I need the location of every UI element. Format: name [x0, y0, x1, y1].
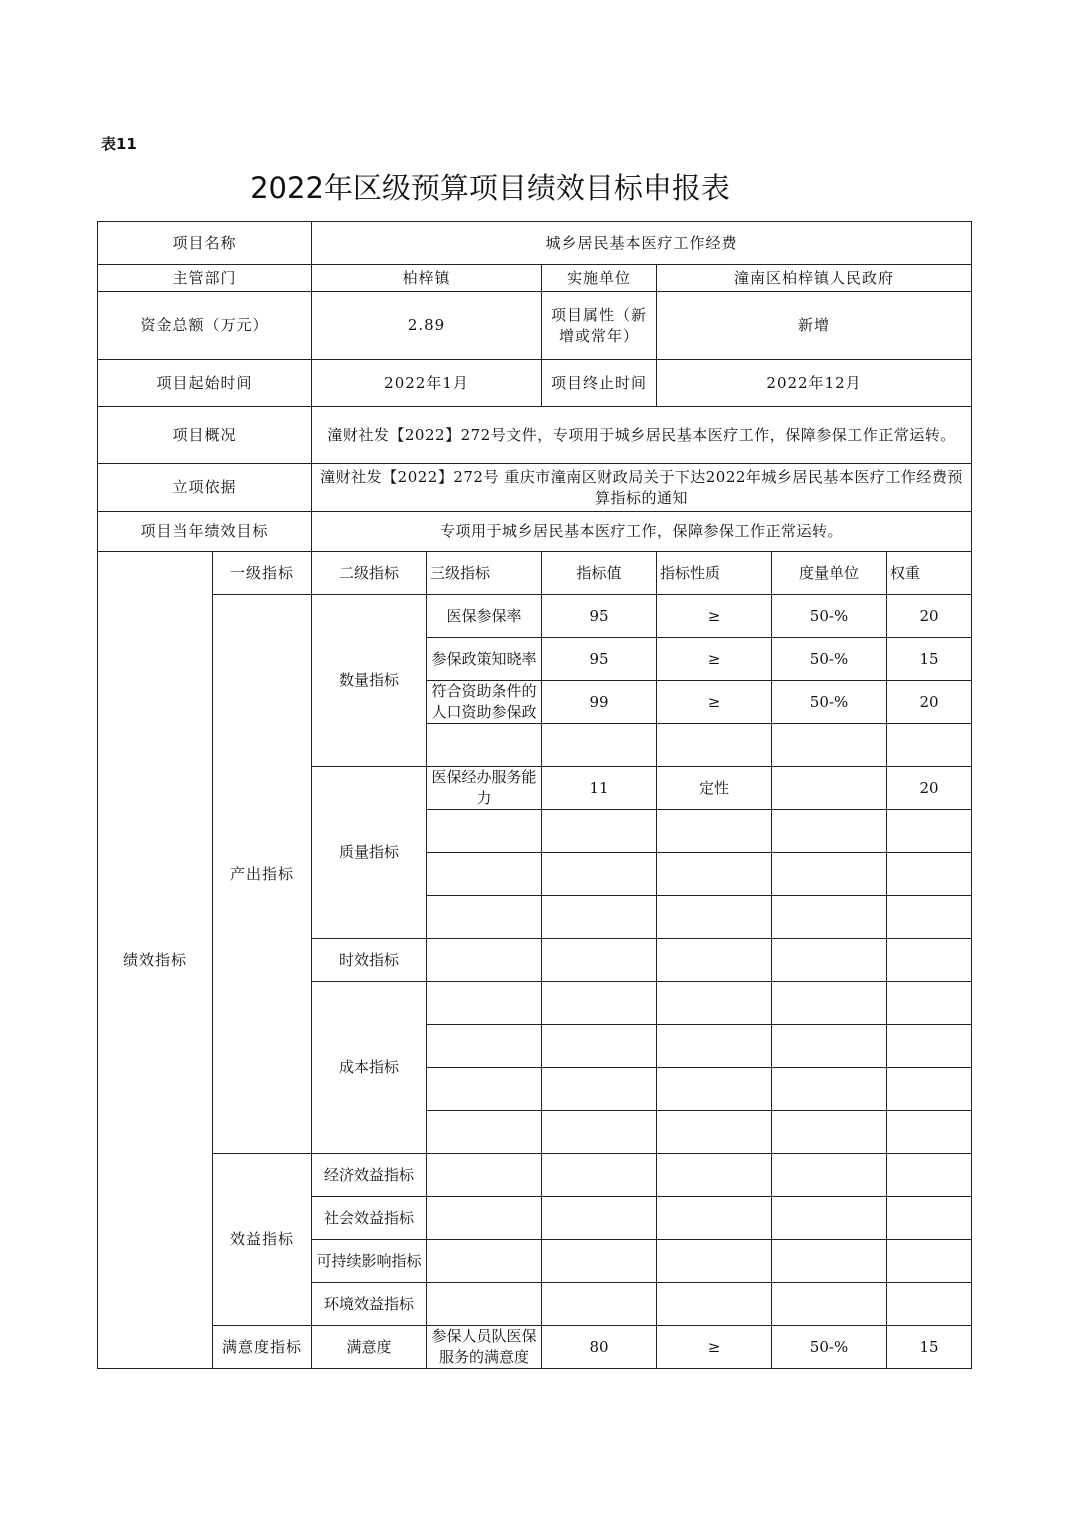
indicator-value: 80 [542, 1326, 657, 1369]
empty-cell [657, 1283, 772, 1326]
empty-cell [887, 1068, 972, 1111]
empty-cell [772, 853, 887, 896]
empty-cell [427, 939, 542, 982]
indicator-value: 95 [542, 638, 657, 681]
output-indicators-label: 产出指标 [213, 595, 312, 1154]
empty-cell [542, 939, 657, 982]
indicator-nature: ≥ [657, 595, 772, 638]
empty-cell [542, 1240, 657, 1283]
indicator-nature: ≥ [657, 1326, 772, 1369]
empty-cell [657, 724, 772, 767]
empty-cell [657, 810, 772, 853]
indicator-unit: 50-% [772, 595, 887, 638]
empty-cell [887, 1283, 972, 1326]
indicator-header-row [98, 552, 972, 595]
indicator-name: 参保人员队医保服务的满意度 [427, 1326, 542, 1369]
funds-value: 2.89 [312, 292, 542, 360]
empty-cell [427, 1240, 542, 1283]
empty-cell [427, 896, 542, 939]
empty-cell [887, 896, 972, 939]
empty-cell [427, 1111, 542, 1154]
empty-cell [772, 810, 887, 853]
indicator-nature: ≥ [657, 681, 772, 724]
document-title: 2022年区级预算项目绩效目标申报表 [250, 171, 730, 205]
satisfaction-label: 满意度 [312, 1326, 427, 1369]
empty-cell [542, 1283, 657, 1326]
performance-target-table [97, 221, 972, 1369]
empty-cell [887, 1111, 972, 1154]
empty-cell [772, 939, 887, 982]
empty-cell [542, 1025, 657, 1068]
indicator-weight: 20 [887, 767, 972, 810]
quantity-indicators-label: 数量指标 [312, 595, 427, 767]
row-goal [98, 512, 972, 552]
indicator-value: 99 [542, 681, 657, 724]
empty-cell [542, 982, 657, 1025]
goal-label: 项目当年绩效目标 [98, 512, 312, 552]
empty-cell [427, 810, 542, 853]
indicator-nature: 定性 [657, 767, 772, 810]
benefit-row-label: 经济效益指标 [312, 1154, 427, 1197]
empty-cell [542, 810, 657, 853]
table-row [98, 1326, 972, 1369]
empty-cell [542, 1068, 657, 1111]
benefit-row-label: 环境效益指标 [312, 1283, 427, 1326]
empty-cell [657, 1240, 772, 1283]
header-nature: 指标性质 [657, 552, 772, 595]
start-time-label: 项目起始时间 [98, 360, 312, 407]
start-time-value: 2022年1月 [312, 360, 542, 407]
empty-cell [887, 1240, 972, 1283]
empty-cell [772, 1111, 887, 1154]
empty-cell [657, 1025, 772, 1068]
indicator-weight: 15 [887, 638, 972, 681]
empty-cell [887, 853, 972, 896]
dept-value: 柏梓镇 [312, 265, 542, 292]
perf-indicators-label: 绩效指标 [98, 552, 213, 1369]
table-row [98, 1154, 972, 1197]
empty-cell [887, 939, 972, 982]
header-level1: 一级指标 [213, 552, 312, 595]
indicator-value: 11 [542, 767, 657, 810]
header-weight: 权重 [887, 552, 972, 595]
indicator-value: 95 [542, 595, 657, 638]
header-level2: 二级指标 [312, 552, 427, 595]
basis-label: 立项依据 [98, 464, 312, 512]
benefit-indicators-label: 效益指标 [213, 1154, 312, 1326]
project-attr-label: 项目属性（新增或常年） [542, 292, 657, 360]
row-project-name [98, 222, 972, 265]
quality-indicators-label: 质量指标 [312, 767, 427, 939]
empty-cell [542, 1197, 657, 1240]
empty-cell [542, 853, 657, 896]
row-funds [98, 292, 972, 360]
indicator-nature: ≥ [657, 638, 772, 681]
empty-cell [772, 1197, 887, 1240]
header-level3: 三级指标 [427, 552, 542, 595]
empty-cell [887, 724, 972, 767]
impl-unit-value: 潼南区柏梓镇人民政府 [657, 265, 972, 292]
empty-cell [657, 1197, 772, 1240]
empty-cell [887, 982, 972, 1025]
empty-cell [542, 724, 657, 767]
empty-cell [427, 853, 542, 896]
goal-text: 专项用于城乡居民基本医疗工作，保障参保工作正常运转。 [312, 512, 972, 552]
satisfaction-indicators-label: 满意度指标 [213, 1326, 312, 1369]
empty-cell [772, 1240, 887, 1283]
funds-label: 资金总额（万元） [98, 292, 312, 360]
empty-cell [427, 1154, 542, 1197]
empty-cell [427, 982, 542, 1025]
project-attr-value: 新增 [657, 292, 972, 360]
indicator-weight: 20 [887, 681, 972, 724]
benefit-row-label: 社会效益指标 [312, 1197, 427, 1240]
indicator-name: 医保参保率 [427, 595, 542, 638]
empty-cell [427, 1025, 542, 1068]
empty-cell [772, 724, 887, 767]
indicator-name: 参保政策知晓率 [427, 638, 542, 681]
basis-text: 潼财社发【2022】272号 重庆市潼南区财政局关于下达2022年城乡居民基本医疗工作经费预算指标的通知 [312, 464, 972, 512]
row-department [98, 265, 972, 292]
indicator-unit: 50-% [772, 1326, 887, 1369]
empty-cell [657, 1068, 772, 1111]
empty-cell [427, 1283, 542, 1326]
empty-cell [772, 896, 887, 939]
dept-label: 主管部门 [98, 265, 312, 292]
row-overview [98, 407, 972, 464]
indicator-name: 符合资助条件的人口资助参保政 [427, 681, 542, 724]
empty-cell [657, 982, 772, 1025]
empty-cell [657, 853, 772, 896]
project-name-label: 项目名称 [98, 222, 312, 265]
empty-cell [657, 896, 772, 939]
end-time-value: 2022年12月 [657, 360, 972, 407]
benefit-row-label: 可持续影响指标 [312, 1240, 427, 1283]
header-value: 指标值 [542, 552, 657, 595]
timeliness-indicators-label: 时效指标 [312, 939, 427, 982]
row-basis [98, 464, 972, 512]
empty-cell [887, 1197, 972, 1240]
row-dates [98, 360, 972, 407]
end-time-label: 项目终止时间 [542, 360, 657, 407]
table-number: 表11 [101, 135, 137, 153]
table-row [98, 595, 972, 638]
empty-cell [427, 1068, 542, 1111]
empty-cell [887, 1025, 972, 1068]
impl-unit-label: 实施单位 [542, 265, 657, 292]
indicator-weight: 15 [887, 1326, 972, 1369]
empty-cell [542, 896, 657, 939]
empty-cell [772, 1068, 887, 1111]
header-unit: 度量单位 [772, 552, 887, 595]
indicator-unit: 50-% [772, 638, 887, 681]
indicator-name: 医保经办服务能力 [427, 767, 542, 810]
empty-cell [772, 982, 887, 1025]
empty-cell [542, 1154, 657, 1197]
overview-text: 潼财社发【2022】272号文件，专项用于城乡居民基本医疗工作，保障参保工作正常运转。 [312, 407, 972, 464]
empty-cell [657, 1154, 772, 1197]
empty-cell [772, 1283, 887, 1326]
overview-label: 项目概况 [98, 407, 312, 464]
empty-cell [427, 724, 542, 767]
empty-cell [887, 810, 972, 853]
empty-cell [772, 1025, 887, 1068]
cost-indicators-label: 成本指标 [312, 982, 427, 1154]
empty-cell [657, 939, 772, 982]
empty-cell [657, 1111, 772, 1154]
indicator-weight: 20 [887, 595, 972, 638]
indicator-unit: 50-% [772, 681, 887, 724]
empty-cell [427, 1197, 542, 1240]
project-name-value: 城乡居民基本医疗工作经费 [312, 222, 972, 265]
empty-cell [542, 1111, 657, 1154]
empty-cell [772, 1154, 887, 1197]
empty-cell [887, 1154, 972, 1197]
indicator-unit [772, 767, 887, 810]
